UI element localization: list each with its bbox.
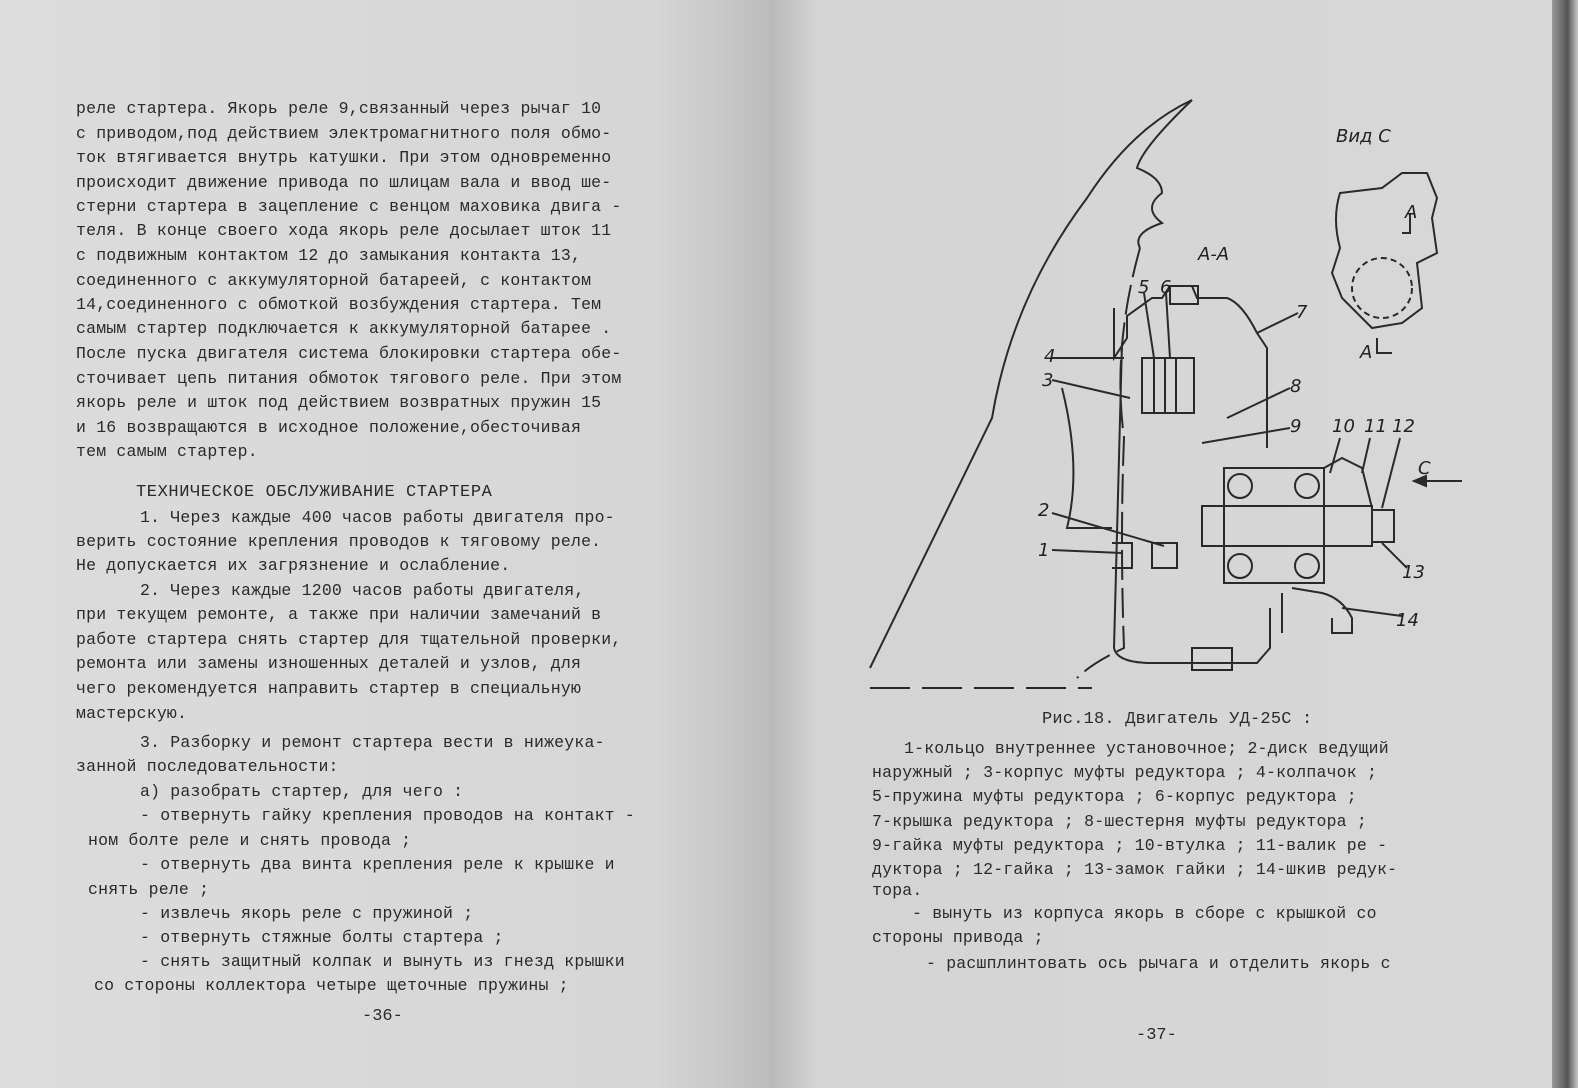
- legend-line: тора.: [872, 881, 923, 900]
- part-number-label: 9: [1290, 416, 1302, 437]
- part-number-label: 6: [1160, 277, 1172, 298]
- text-line: - отвернуть стяжные болты стартера ;: [140, 928, 504, 947]
- view-c-circle: [1352, 258, 1412, 318]
- reducer-shaft: [1202, 506, 1372, 546]
- bearing-housing: [1224, 468, 1324, 583]
- text-line: самым стартер подключается к аккумуляторной батарее .: [76, 319, 612, 338]
- leader-line: [1227, 388, 1290, 418]
- text-line: - отвернуть гайку крепления проводов на контакт -: [140, 806, 635, 825]
- text-line: происходит движение привода по шлицам вала и ввод ше-: [76, 173, 612, 192]
- section-mark-line: [1377, 338, 1392, 353]
- pulley: [1292, 588, 1352, 633]
- disc-part: [1152, 543, 1177, 568]
- text-line: - расшплинтовать ось рычага и отделить якорь с: [926, 954, 1391, 973]
- text-line: чего рекомендуется направить стартер в специальную: [76, 679, 582, 698]
- section-label: А-А: [1198, 244, 1230, 265]
- text-line: 14,соединенного с обмоткой возбуждения стартера. Тем: [76, 295, 602, 314]
- leader-line: [1330, 438, 1340, 473]
- text-line: ном болте реле и снять провода ;: [88, 831, 412, 850]
- text-line: сточивает цепь питания обмоток тягового реле. При этом: [76, 369, 622, 388]
- text-line: стерни стартера в зацепление с венцом маховика двига -: [76, 197, 622, 216]
- text-line: мастерскую.: [76, 704, 188, 723]
- legend-line: дуктора ; 12-гайка ; 13-замок гайки ; 14-шкив редук-: [872, 860, 1398, 879]
- legend-line: наружный ; 3-корпус муфты редуктора ; 4-колпачок ;: [872, 763, 1378, 782]
- shaft-nut: [1372, 510, 1394, 542]
- part-number-label: 8: [1290, 376, 1302, 397]
- leader-line: [1144, 293, 1154, 358]
- legend-line: 1-кольцо внутреннее установочное; 2-диск ведущий: [904, 739, 1389, 758]
- text-line: 2. Через каждые 1200 часов работы двигателя,: [140, 581, 585, 600]
- text-line: - отвернуть два винта крепления реле к крышке и: [140, 855, 615, 874]
- view-c-label: Вид С: [1336, 126, 1391, 147]
- text-line: и 16 возвращаются в исходное положение,обесточивая: [76, 418, 582, 437]
- legend-line: 9-гайка муфты редуктора ; 10-втулка ; 11-валик ре -: [872, 836, 1388, 855]
- text-line: Не допускается их загрязнение и ослабление.: [76, 556, 511, 575]
- bearing-ball: [1295, 474, 1319, 498]
- text-line: со стороны коллектора четыре щеточные пружины ;: [94, 976, 569, 995]
- part-number-label: 5: [1138, 277, 1150, 298]
- view-c-outline: [1332, 173, 1437, 328]
- bearing-ball: [1295, 554, 1319, 578]
- text-line: соединенного с аккумуляторной батареей, с контактом: [76, 271, 592, 290]
- part-number-label: 7: [1296, 302, 1308, 323]
- text-line: а) разобрать стартер, для чего :: [140, 782, 464, 801]
- text-line: - извлечь якорь реле с пружиной ;: [140, 904, 474, 923]
- legend-line: 7-крышка редуктора ; 8-шестерня муфты редуктора ;: [872, 812, 1367, 831]
- text-line: работе стартера снять стартер для тщательной проверки,: [76, 630, 622, 649]
- bearing-ball: [1228, 474, 1252, 498]
- text-line: реле стартера. Якорь реле 9,связанный через рычаг 10: [76, 99, 602, 118]
- book-edge: [1552, 0, 1578, 1088]
- text-line: - вынуть из корпуса якорь в сборе с крышкой со: [912, 904, 1377, 923]
- engine-outline: [1137, 100, 1192, 248]
- text-line: стороны привода ;: [872, 928, 1044, 947]
- text-line: теля. В конце своего хода якорь реле досылает шток 11: [76, 221, 612, 240]
- leader-line: [1052, 513, 1164, 546]
- text-line: После пуска двигателя система блокировки стартера обе-: [76, 344, 622, 363]
- leader-line: [1362, 438, 1370, 473]
- text-line: 1. Через каждые 400 часов работы двигателя про-: [140, 508, 615, 527]
- page-number: -36-: [362, 1007, 403, 1026]
- flywheel-edge: [1062, 388, 1112, 528]
- leader-line: [1202, 428, 1290, 443]
- leader-line: [1052, 550, 1122, 553]
- text-line: снять реле ;: [88, 880, 210, 899]
- text-line: с подвижным контактом 12 до замыкания контакта 13,: [76, 246, 582, 265]
- part-number-label: 13: [1402, 562, 1425, 583]
- housing-cover: [1114, 286, 1267, 448]
- text-line: занной последовательности:: [76, 757, 339, 776]
- page-number: -37-: [1136, 1026, 1177, 1045]
- engine-drawing-svg: [862, 88, 1462, 700]
- figure-caption: Рис.18. Двигатель УД-25С :: [1042, 710, 1313, 729]
- text-line: верить состояние крепления проводов к тяговому реле.: [76, 532, 602, 551]
- part-number-label: 12: [1392, 416, 1415, 437]
- clutch-spring-block: [1142, 358, 1194, 413]
- leader-line: [1382, 438, 1400, 508]
- text-line: ток втягивается внутрь катушки. При этом одновременно: [76, 148, 612, 167]
- drain-plug: [1192, 648, 1232, 670]
- legend-line: 5-пружина муфты редуктора ; 6-корпус редуктора ;: [872, 787, 1357, 806]
- text-line: 3. Разборку и ремонт стартера вести в нижеука-: [140, 733, 605, 752]
- text-line: при текущем ремонте, а также при наличии замечаний в: [76, 605, 602, 624]
- leader-line: [1257, 313, 1298, 333]
- engine-drawing: [862, 88, 1462, 700]
- part-number-label: 14: [1396, 610, 1419, 631]
- engine-outline: [870, 100, 1192, 668]
- bearing-ball: [1228, 554, 1252, 578]
- housing-body: [1114, 343, 1270, 663]
- left-page: [0, 0, 770, 1088]
- text-line: якорь реле и шток под действием возвратных пружин 15: [76, 393, 602, 412]
- part-number-label: 3: [1042, 370, 1054, 391]
- part-number-label: 2: [1038, 500, 1050, 521]
- part-number-label: 10: [1332, 416, 1355, 437]
- section-mark-label: А: [1405, 202, 1418, 223]
- text-line: ремонта или замены изношенных деталей и узлов, для: [76, 654, 582, 673]
- section-heading: ТЕХНИЧЕСКОЕ ОБСЛУЖИВАНИЕ СТАРТЕРА: [136, 483, 493, 502]
- section-mark-label: А: [1360, 342, 1373, 363]
- text-line: с приводом,под действием электромагнитного поля обмо-: [76, 124, 612, 143]
- arrow-c-label: С: [1418, 458, 1431, 479]
- text-line: - снять защитный колпак и вынуть из гнезд крышки: [140, 952, 625, 971]
- text-line: тем самым стартер.: [76, 442, 258, 461]
- part-number-label: 11: [1364, 416, 1387, 437]
- part-number-label: 4: [1044, 346, 1056, 367]
- part-number-label: 1: [1038, 540, 1050, 561]
